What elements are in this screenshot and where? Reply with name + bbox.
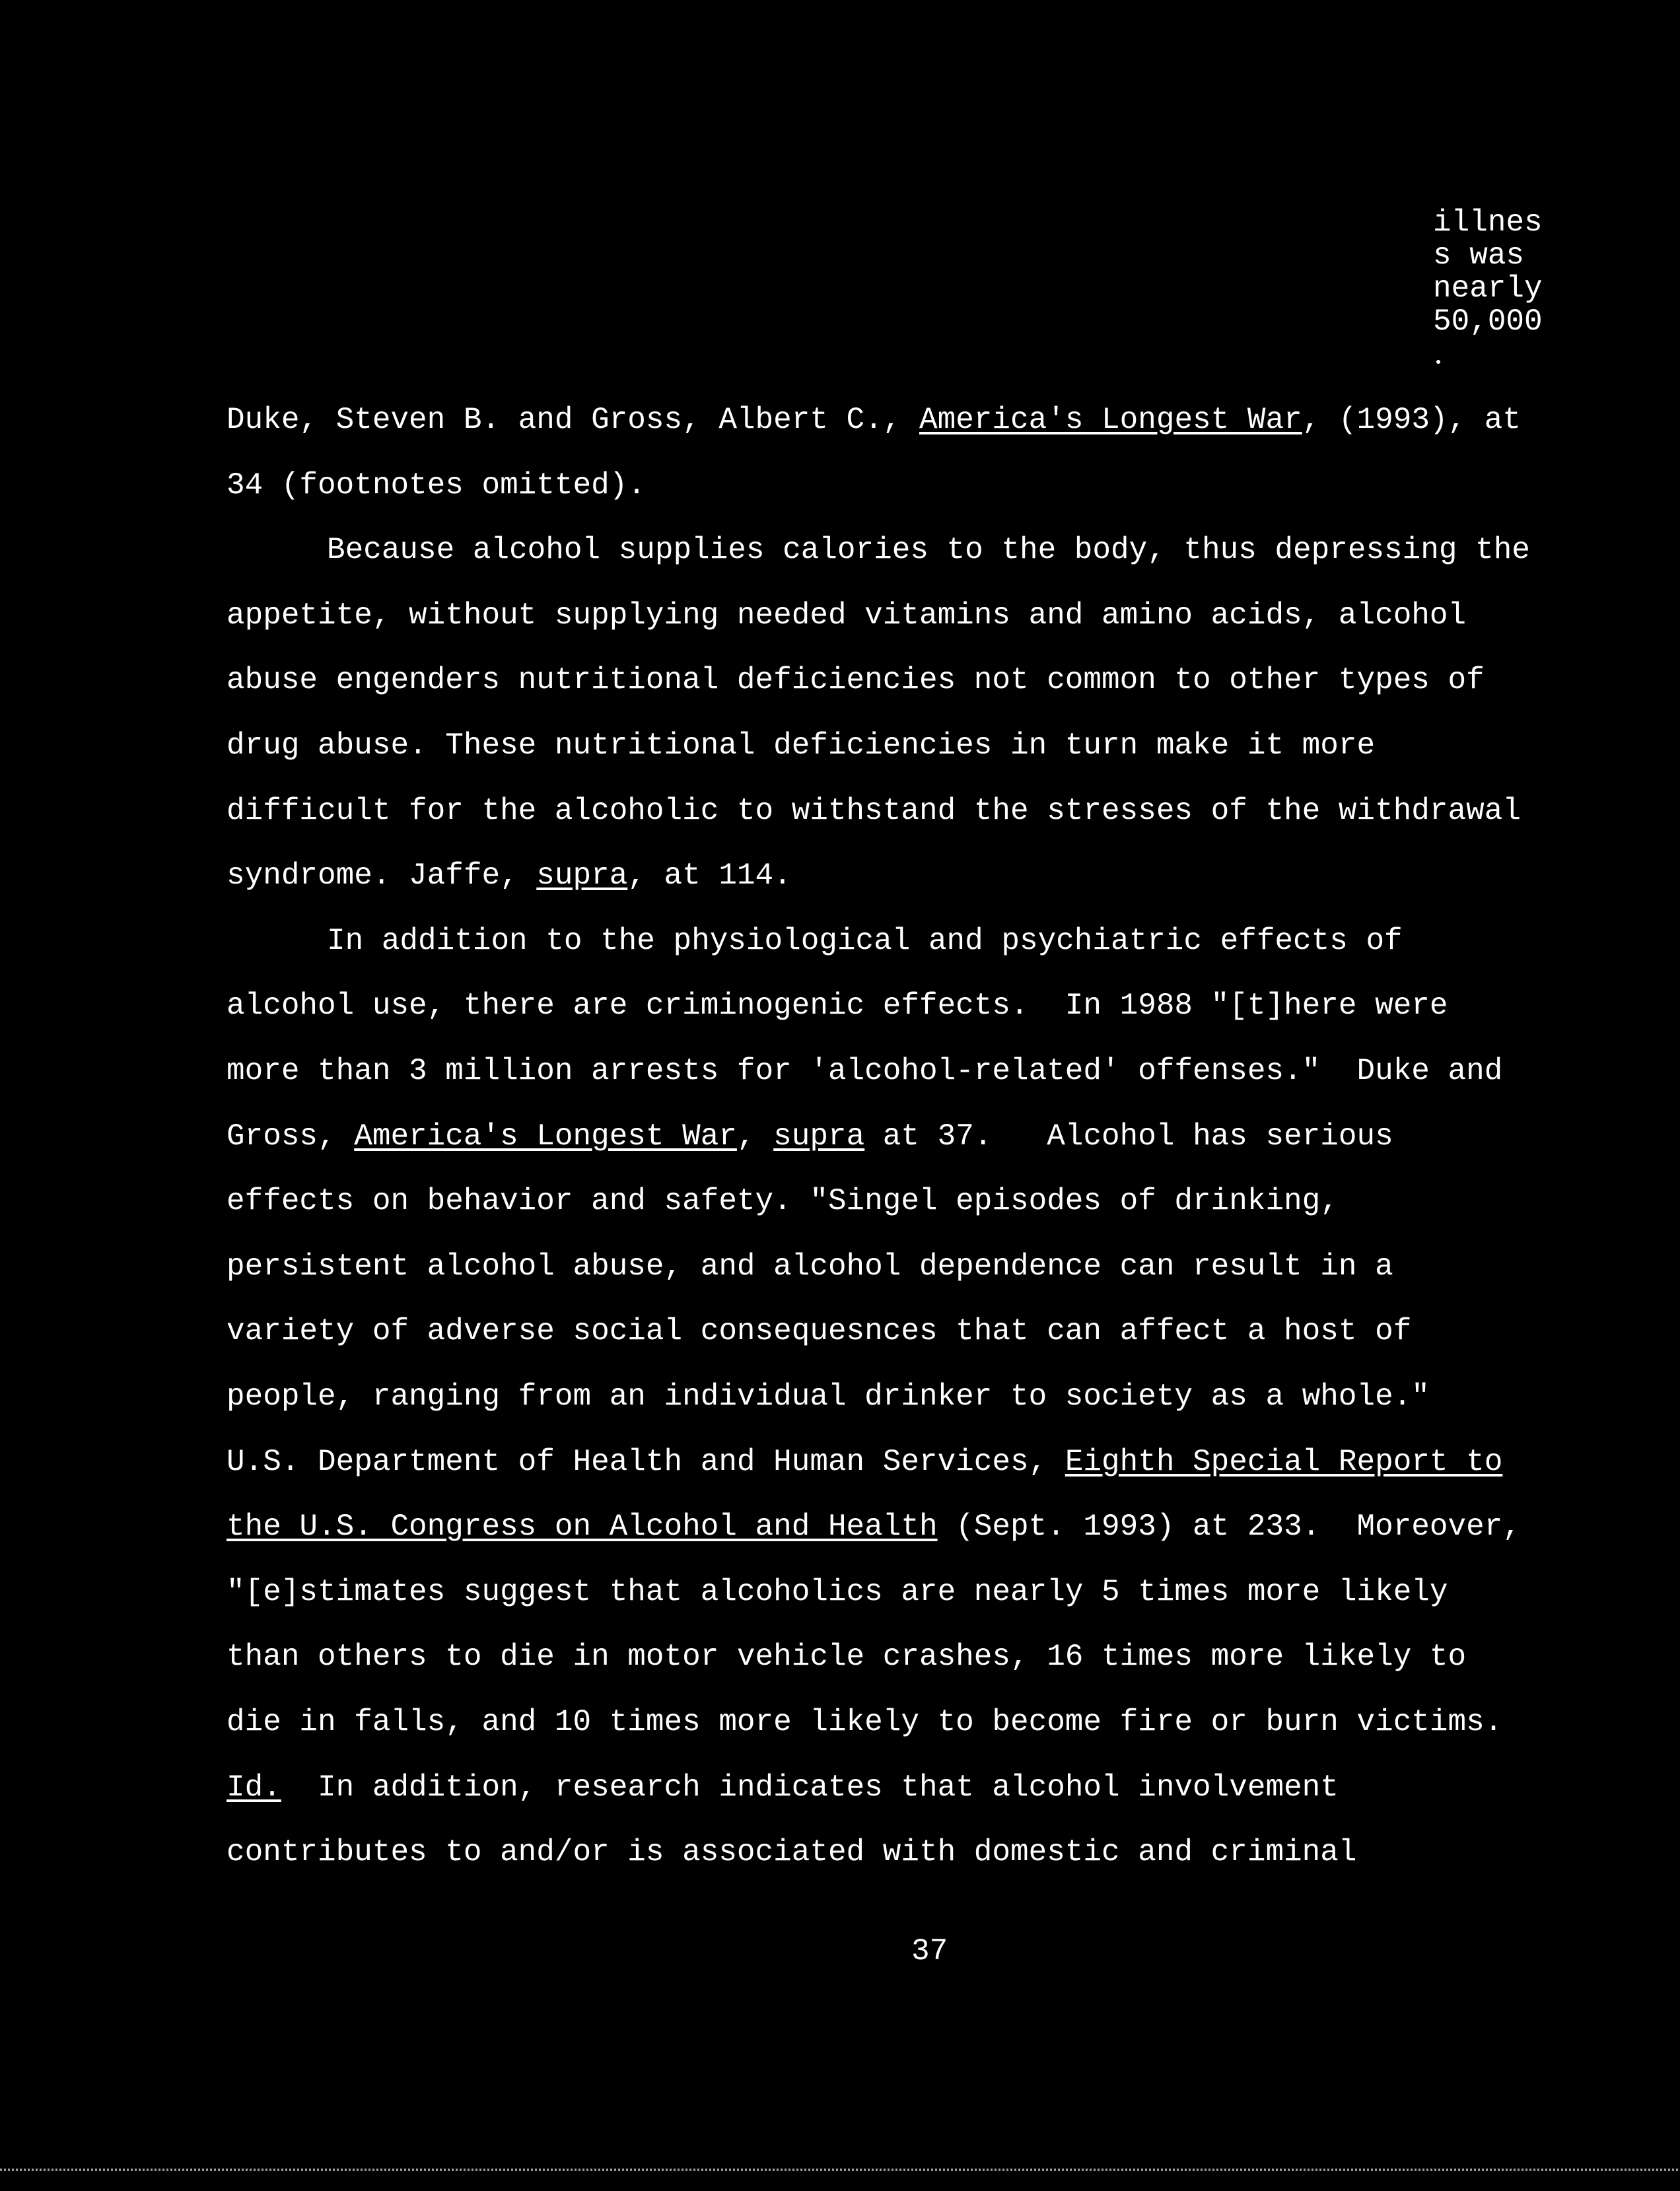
citation-title: the U.S. Congress on Alcohol and Health (227, 1510, 938, 1544)
text-line (227, 856, 792, 895)
text-line (227, 400, 1521, 440)
text-segment: (Sept. 1993) at 233. Moreover, (937, 1510, 1521, 1544)
text-line (227, 1442, 1502, 1482)
text-segment: drug abuse. These nutritional deficiencies in turn make it more (227, 728, 1376, 763)
text-segment: appetite, without supplying needed vitamins and amino acids, alcohol (227, 598, 1467, 633)
text-line (227, 1117, 1393, 1156)
text-segment: In addition, research indicates that alcohol involvement (281, 1770, 1339, 1805)
overflow-text-column (1433, 206, 1543, 338)
text-line (227, 1311, 1411, 1351)
text-line (227, 466, 646, 505)
text-segment: Gross, (227, 1119, 355, 1154)
text-segment: abuse engenders nutritional deficiencies not common to other types of (227, 663, 1485, 697)
citation-title: supra (536, 858, 628, 893)
overflow-line: 50,000 (1433, 304, 1543, 339)
citation-title: Eighth Special Report to (1065, 1445, 1503, 1479)
text-line (227, 1507, 1521, 1547)
overflow-line: illnes (1433, 205, 1543, 240)
text-segment: difficult for the alcoholic to withstand the stresses of the withdrawal (227, 794, 1521, 828)
text-line (227, 1247, 1393, 1286)
text-segment: contributes to and/or is associated with domestic and criminal (227, 1835, 1357, 1869)
paragraph-start-line (327, 921, 1403, 961)
overflow-line: nearly (1433, 271, 1543, 306)
text-segment: alcohol use, there are criminogenic effects. In 1988 "[t]here were (227, 989, 1448, 1023)
text-segment: Duke, Steven B. and Gross, Albert C., (227, 403, 919, 437)
text-segment: at 37. Alcohol has serious (864, 1119, 1393, 1154)
text-segment: , (1993), at (1302, 403, 1521, 437)
text-line (227, 596, 1466, 635)
citation-title: America's Longest War (354, 1119, 737, 1154)
text-segment: , at 114. (627, 858, 792, 893)
citation-title: Id. (227, 1770, 281, 1805)
text-segment: variety of adverse social consequesnces that can affect a host of (227, 1314, 1412, 1348)
page-number: 37 (911, 1934, 948, 1968)
paragraph-start-line (327, 530, 1530, 570)
text-segment: people, ranging from an individual drinker to society as a whole." (227, 1379, 1430, 1414)
text-line (227, 1768, 1339, 1807)
text-line (227, 1051, 1502, 1091)
text-segment: In addition to the physiological and psychiatric effects of (327, 924, 1403, 958)
text-segment: die in falls, and 10 times more likely to become fire or burn victims. (227, 1705, 1503, 1739)
text-line (227, 1637, 1466, 1677)
text-line (227, 791, 1521, 831)
text-line (227, 986, 1448, 1026)
text-line (227, 1832, 1356, 1872)
citation-title: America's Longest War (919, 403, 1302, 437)
text-segment: "[e]stimates suggest that alcoholics are nearly 5 times more likely (227, 1575, 1448, 1609)
text-segment: more than 3 million arrests for 'alcohol-related' offenses." Duke and (227, 1054, 1503, 1088)
text-segment: effects on behavior and safety. "Singel episodes of drinking, (227, 1184, 1339, 1218)
text-line (227, 1377, 1430, 1416)
citation-title: supra (773, 1119, 865, 1154)
text-segment: 34 (footnotes omitted). (227, 468, 646, 503)
text-line (227, 660, 1485, 700)
text-line (227, 1702, 1502, 1742)
text-segment: than others to die in motor vehicle crashes, 16 times more likely to (227, 1640, 1467, 1674)
text-segment: U.S. Department of Health and Human Services, (227, 1445, 1065, 1479)
overflow-line: s was (1433, 238, 1525, 273)
ink-speck (1436, 360, 1440, 364)
text-segment: persistent alcohol abuse, and alcohol dependence can result in a (227, 1249, 1393, 1284)
text-segment: , (736, 1119, 774, 1154)
text-line (227, 1572, 1448, 1612)
text-segment: syndrome. Jaffe, (227, 858, 537, 893)
text-line (227, 1181, 1339, 1221)
scan-edge-rule (0, 2169, 1680, 2171)
text-segment: Because alcohol supplies calories to the body, thus depressing the (327, 533, 1530, 567)
text-line (227, 726, 1375, 765)
